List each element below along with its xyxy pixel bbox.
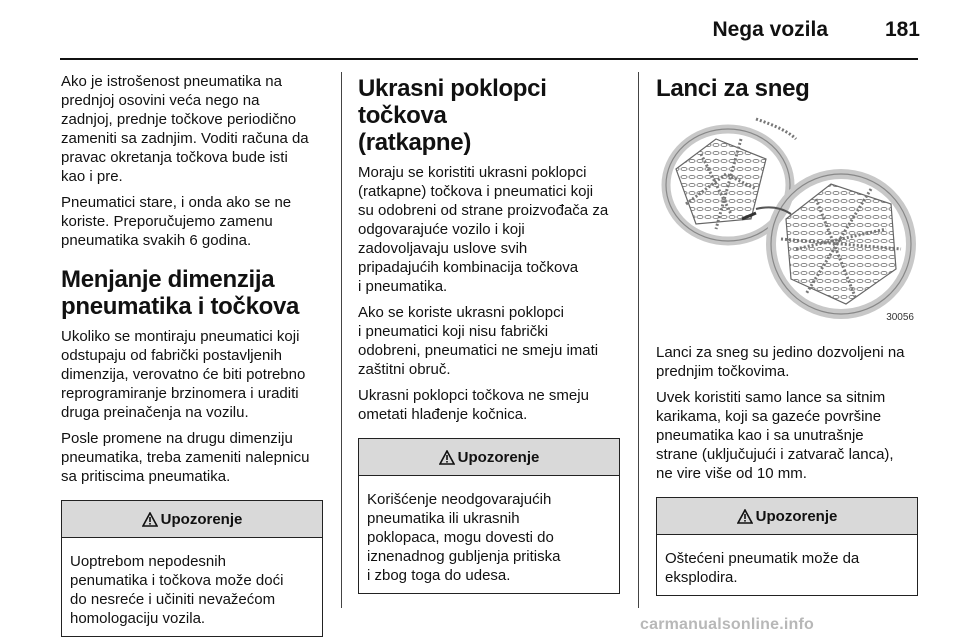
warning-triangle-icon — [439, 450, 455, 465]
paragraph: Posle promene na drugu dimenziju pneumatika, treba zameniti nalepnicu sa pritiscima pneumatika. — [61, 430, 310, 485]
section-heading: Lanci za sneg — [656, 75, 810, 102]
warning-text: Oštećeni pneumatik može da eksplodira. — [665, 550, 860, 586]
warning-header — [62, 501, 322, 538]
warning-title: Upozorenje — [160, 510, 243, 528]
paragraph: Moraju se koristiti ukrasni poklopci (ratkapne) točkova i pneumatici koji su odobreni od strane proizvođača za odgovarajuće vozilo i koji zadovoljavaju uslove svih pripadajućih kombinacija točkova i pneumatika. — [358, 164, 609, 295]
warning-box — [358, 438, 620, 594]
page-number: 181 — [884, 18, 920, 41]
paragraph: Lanci za sneg su jedino dozvoljeni na prednjim točkovima. — [656, 344, 905, 380]
paragraph: Ako je istrošenost pneumatika na prednjoj osovini veća nego na zadnjoj, prednje točkove periodično zameniti sa zadnjim. Voditi računa da pravac okretanja točkova bude isti kao i pre. — [61, 73, 309, 185]
section-heading: Ukrasni poklopci točkova (ratkapne) — [358, 75, 547, 156]
figure-number: 30056 — [886, 312, 914, 323]
column-divider — [341, 72, 342, 608]
warning-title: Upozorenje — [755, 507, 838, 525]
section-heading: Menjanje dimenzija pneumatika i točkova — [61, 266, 300, 320]
warning-text: Uoptrebom nepodesnih penumatika i točkova može doći do nesreće i učiniti nevažećom homologaciju vozila. — [70, 553, 284, 627]
section-title: Nega vozila — [712, 18, 828, 41]
watermark: carmanualsonline.info — [640, 616, 815, 633]
warning-box — [656, 497, 918, 596]
warning-title: Upozorenje — [457, 448, 540, 466]
warning-header — [359, 439, 619, 476]
column-2 — [358, 72, 630, 594]
column-3 — [656, 72, 926, 596]
column-divider — [638, 72, 639, 608]
page-header — [0, 0, 960, 62]
warning-triangle-icon — [737, 509, 753, 524]
paragraph: Ukrasni poklopci točkova ne smeju ometati hlađenje kočnica. — [358, 387, 589, 423]
snow-chains-illustration — [656, 109, 918, 329]
paragraph: Pneumatici stare, i onda ako se ne koriste. Preporučujemo zamenu pneumatika svakih 6 godina. — [61, 194, 292, 249]
warning-text: Korišćenje neodgovarajućih pneumatika ili ukrasnih poklopaca, mogu dovesti do iznenadnog gubljenja pritiska i zbog toga do udesa. — [367, 491, 561, 584]
warning-box — [61, 500, 323, 637]
warning-header — [657, 498, 917, 535]
paragraph: Ako se koriste ukrasni poklopci i pneumatici koji nisu fabrički odobreni, pneumatici ne smeju imati zaštitni obruč. — [358, 304, 599, 378]
paragraph: Uvek koristiti samo lance sa sitnim karikama, koji sa gazeće površine pneumatika kao i sa unutrašnje strane (uključujući i zatvarač lanca), ne vire više od 10 mm. — [656, 389, 894, 482]
column-1 — [61, 72, 331, 637]
header-rule — [60, 58, 918, 60]
warning-triangle-icon — [142, 512, 158, 527]
paragraph: Ukoliko se montiraju pneumatici koji odstupaju od fabrički postavljenih dimenzija, verovatno će biti potrebno reprogramiranje brzinomera i uraditi druga preinačenja na vozilu. — [61, 328, 306, 421]
snow-chain-image — [656, 109, 918, 329]
